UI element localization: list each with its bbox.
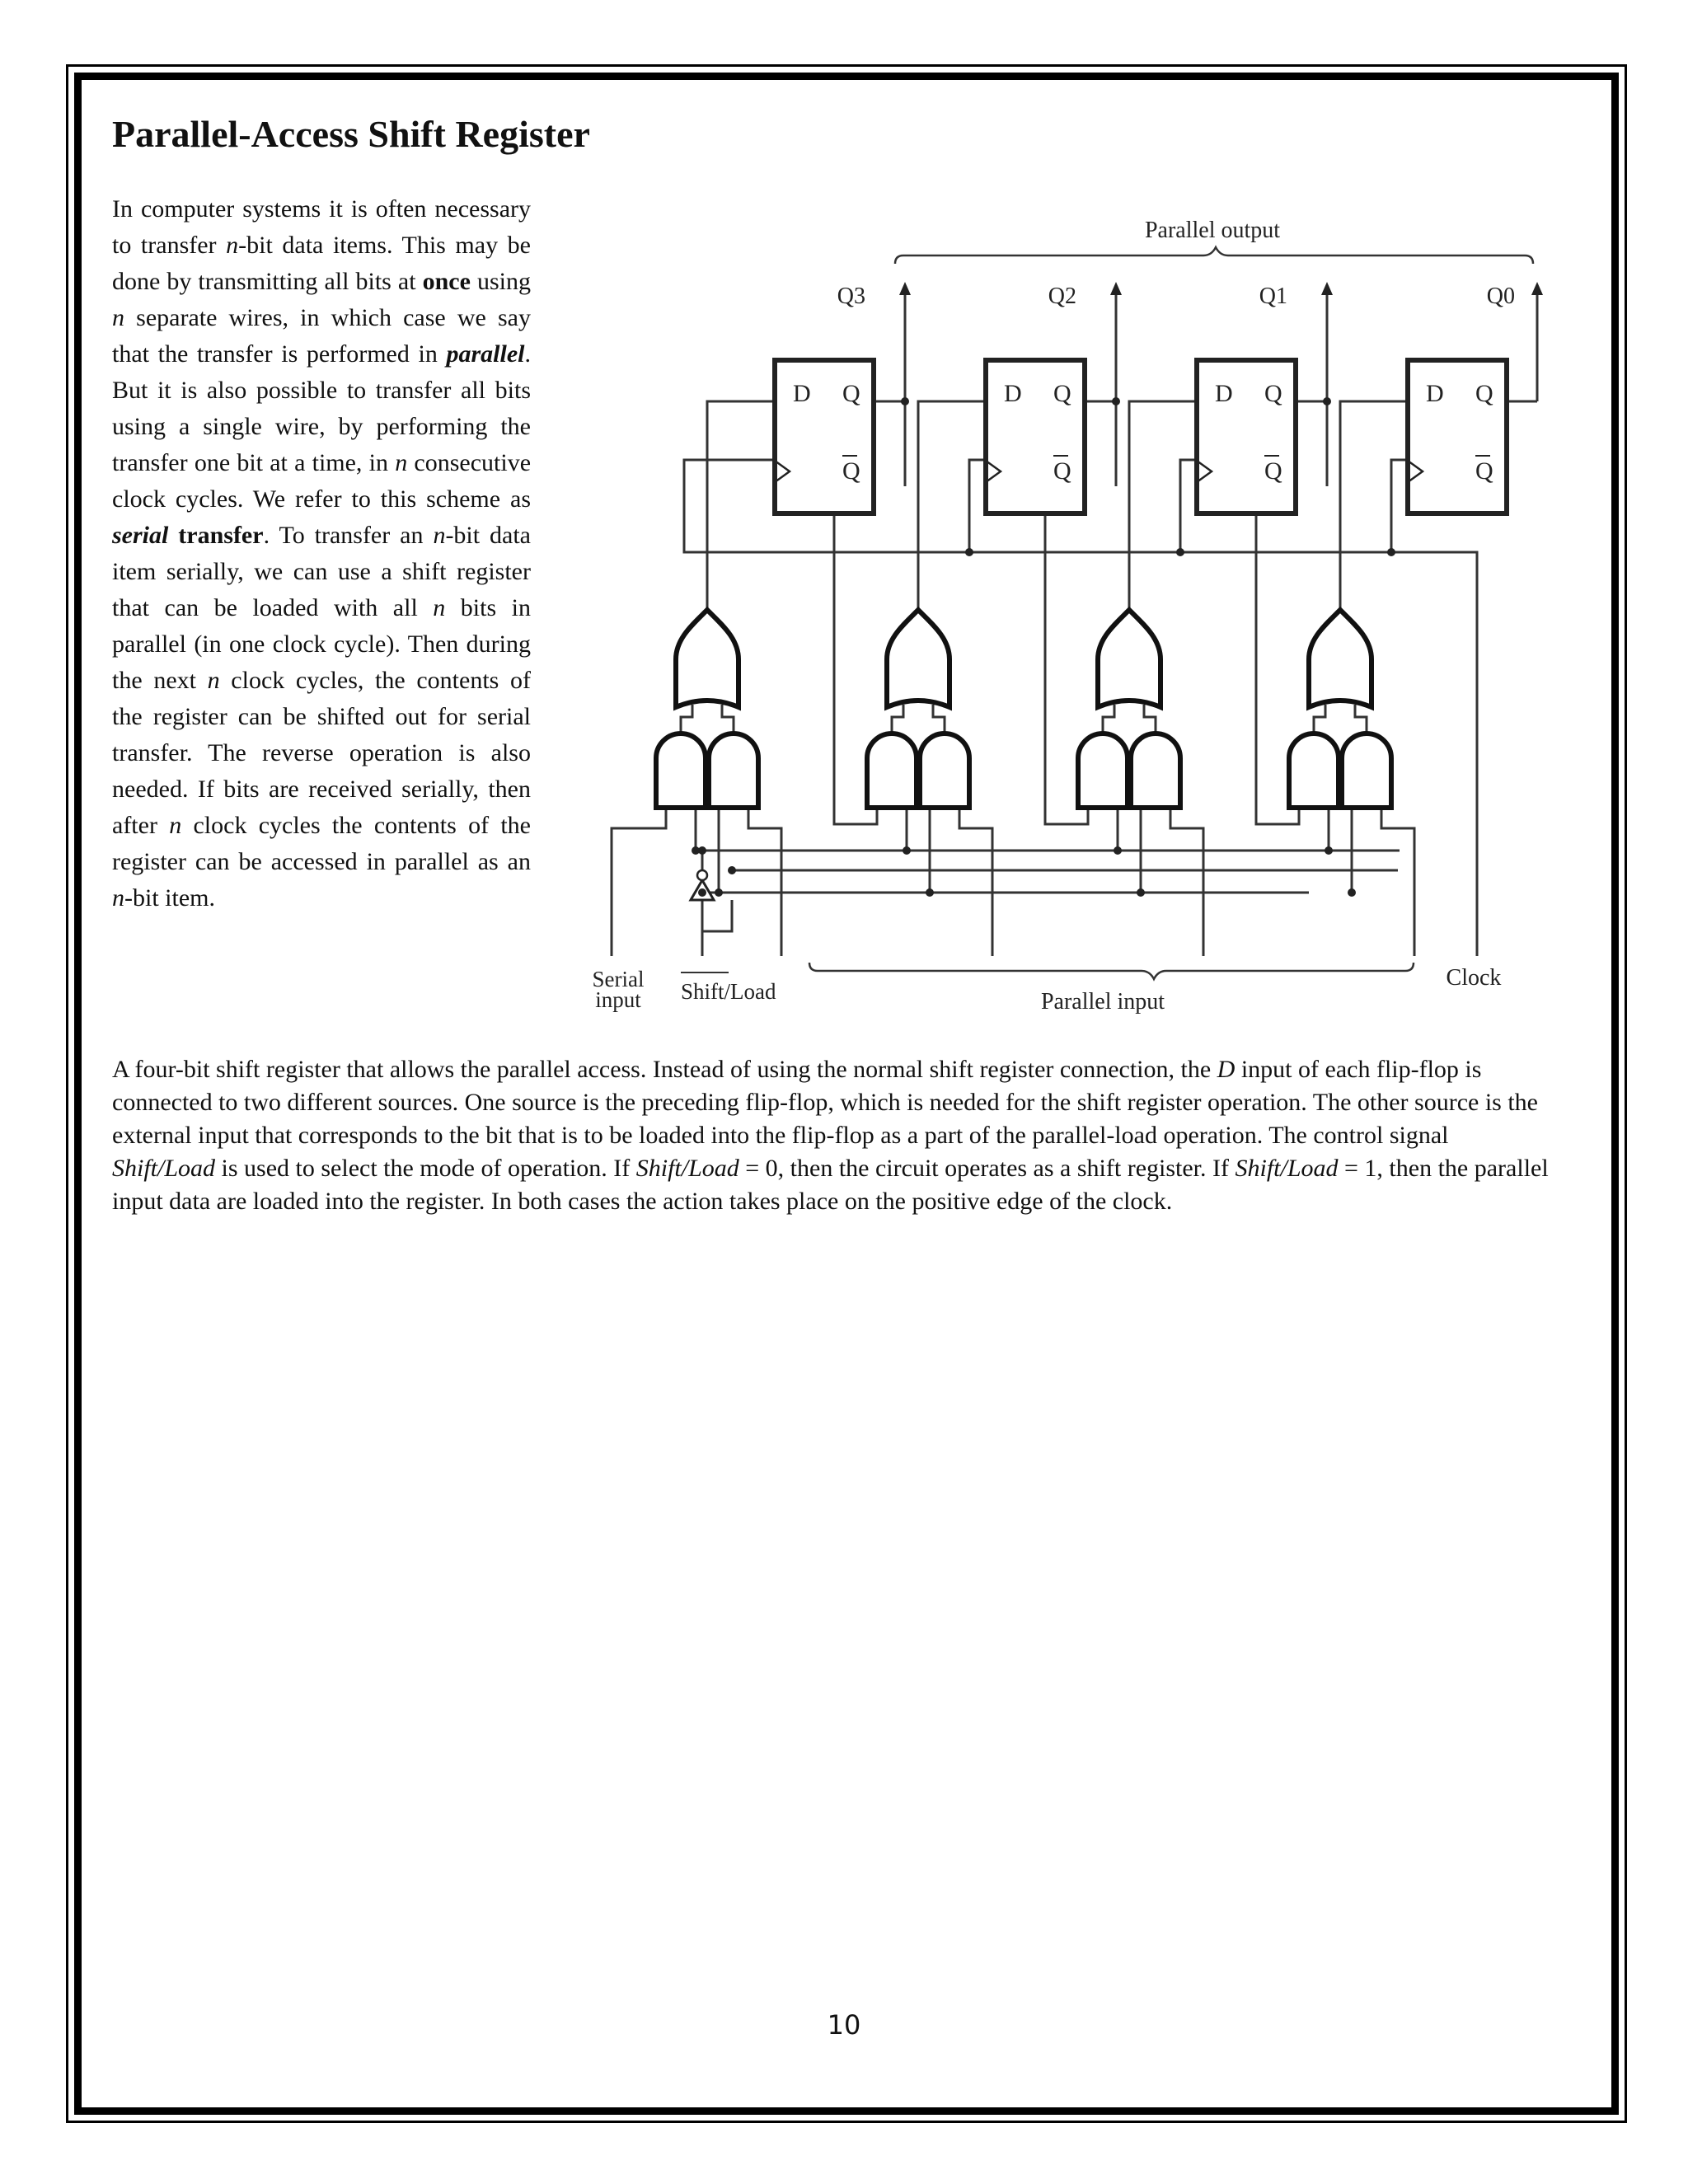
caption-text: is used to select the mode of operation. If — [215, 1155, 636, 1182]
intro-text: In computer systems it is often necessary to transfer — [112, 195, 531, 259]
figure-caption — [112, 1053, 1554, 1218]
wire — [684, 460, 1477, 956]
caption-italic: Shift/Load — [1235, 1155, 1339, 1182]
caption-text: input of each flip-flop is connected to two different sources. One source is the preceding flip-flop, which is needed for the shift register operation. The other source is the external input that corresponds to the bit that is to be loaded into the flip-flop as a part of the parallel-load operation. The control signal — [112, 1056, 1538, 1149]
junction-dot — [901, 397, 909, 405]
q0-label: Q0 — [1486, 284, 1515, 309]
wire — [1129, 401, 1197, 610]
shift-load-label: Shift/Load — [681, 979, 776, 1004]
ff-q-label: Q — [1475, 380, 1493, 407]
ff-d-label: D — [1426, 380, 1444, 407]
wire — [1381, 808, 1414, 956]
intro-text: -bit item. — [124, 884, 215, 912]
intro-text: separate wires, in which case we say that the transfer is performed in — [112, 304, 531, 368]
junction-dot — [965, 548, 973, 556]
junction-dot — [728, 866, 736, 874]
intro-text: . But it is also possible to transfer all bits using a single wire, by performing the transfer one bit at a time, in — [112, 340, 531, 476]
clock-label: Clock — [1446, 965, 1502, 991]
and-gate — [709, 733, 758, 808]
caption-italic: D — [1217, 1056, 1236, 1083]
wire — [1103, 705, 1114, 733]
q2-label: Q2 — [1048, 284, 1076, 309]
and-gate — [1078, 733, 1128, 808]
or-gate-3 — [676, 610, 738, 707]
and-gate — [867, 733, 917, 808]
caption-text: = 0, then the circuit operates as a shift register. If — [738, 1155, 1236, 1182]
wire — [748, 808, 781, 956]
wire — [1355, 705, 1367, 733]
or-gate-1 — [1098, 610, 1160, 707]
wire — [681, 705, 692, 733]
junction-dot — [926, 888, 934, 897]
junction-dot — [692, 846, 700, 855]
and-gate — [1131, 733, 1180, 808]
wire — [1340, 401, 1408, 610]
parallel-input-label: Parallel input — [1040, 989, 1165, 1015]
wire — [702, 900, 732, 931]
and-gate — [1289, 733, 1339, 808]
q3-label: Q3 — [837, 284, 865, 309]
ff-q-label: Q — [842, 380, 860, 407]
intro-italic: n — [207, 667, 220, 694]
wire — [892, 705, 903, 733]
ff-qbar-label: Q — [842, 457, 860, 485]
page-title: Parallel-Access Shift Register — [112, 113, 590, 155]
ff-q-label: Q — [1053, 380, 1071, 407]
caption-text: = 1, then the parallel input data are loaded into the register. In both cases the action takes place on the positive edge of the clock. — [112, 1155, 1549, 1215]
intro-bold: once — [422, 268, 471, 295]
junction-dot — [1176, 548, 1184, 556]
ff-qbar-label: Q — [1264, 457, 1282, 485]
junction-dot — [1112, 397, 1120, 405]
wire — [1170, 808, 1203, 956]
wire — [707, 401, 775, 610]
intro-bold: transfer — [178, 522, 264, 549]
arrow-head — [1110, 282, 1122, 295]
caption-italic: Shift/Load — [635, 1155, 739, 1182]
wire — [722, 705, 734, 733]
intro-text: -bit data items. This may be done by transmitting all bits at — [112, 232, 531, 295]
intro-text: bits in parallel (in one clock cycle). Then during the next — [112, 594, 531, 694]
serial-input-label: input — [595, 987, 641, 1012]
wire — [918, 401, 986, 610]
shift-register-diagram — [577, 206, 1550, 1022]
junction-dot — [1387, 548, 1395, 556]
junction-dot — [903, 846, 911, 855]
ff-d-label: D — [1004, 380, 1022, 407]
intro-italic: n — [395, 449, 408, 476]
junction-dot — [1114, 846, 1122, 855]
intro-bold-italic: parallel — [446, 340, 525, 368]
intro-text: clock cycles, the contents of the register can be shifted out for serial transfer. The reverse operation is also needed. If bits are received serially, then after — [112, 667, 531, 839]
junction-dot — [715, 888, 723, 897]
junction-dot — [1325, 846, 1333, 855]
intro-text: . To transfer an — [263, 522, 434, 549]
junction-dot — [1137, 888, 1145, 897]
intro-italic: n — [433, 522, 446, 549]
page-number: 10 — [827, 2009, 861, 2041]
intro-italic: n — [226, 232, 239, 259]
junction-dot — [1323, 397, 1331, 405]
and-gate — [1342, 733, 1391, 808]
wire — [959, 808, 992, 956]
intro-text: clock cycles the contents of the register can be accessed in parallel as an — [112, 812, 531, 875]
ff-d-label: D — [793, 380, 811, 407]
intro-bold-italic: serial — [112, 522, 169, 549]
or-gate-2 — [887, 610, 950, 707]
intro-italic: n — [433, 594, 446, 621]
ff-q-label: Q — [1264, 380, 1282, 407]
inverter-bubble — [697, 870, 707, 880]
and-gate — [656, 733, 706, 808]
ff-d-label: D — [1215, 380, 1233, 407]
intro-italic: n — [112, 884, 124, 912]
intro-text: -bit data item serially, we can use a shift register that can be loaded with all — [112, 522, 531, 621]
junction-dot — [698, 888, 706, 897]
and-gate — [920, 733, 969, 808]
intro-text: using — [470, 268, 531, 295]
arrow-head — [1321, 282, 1333, 295]
arrow-head — [1531, 282, 1543, 295]
arrow-head — [899, 282, 911, 295]
parallel-input-brace — [809, 963, 1414, 979]
or-gate-0 — [1309, 610, 1372, 707]
intro-paragraph — [112, 191, 531, 916]
parallel-output-label: Parallel output — [1144, 218, 1281, 243]
ff-qbar-label: Q — [1053, 457, 1071, 485]
parallel-output-brace — [895, 247, 1533, 264]
wire — [1144, 705, 1156, 733]
serial-input-label: Serial — [592, 967, 645, 991]
ff-qbar-label: Q — [1475, 457, 1493, 485]
intro-italic: n — [169, 812, 182, 839]
wire — [1314, 705, 1325, 733]
wire — [612, 808, 666, 956]
intro-text: consecutive clock cycles. We refer to this scheme as — [112, 449, 532, 513]
wire — [933, 705, 945, 733]
caption-italic: Shift/Load — [112, 1155, 216, 1182]
q1-label: Q1 — [1259, 284, 1287, 309]
caption-text: A four-bit shift register that allows the parallel access. Instead of using the normal shift register connection, the — [112, 1056, 1217, 1083]
intro-italic: n — [112, 304, 124, 331]
junction-dot — [1348, 888, 1356, 897]
intro-text — [168, 522, 178, 549]
